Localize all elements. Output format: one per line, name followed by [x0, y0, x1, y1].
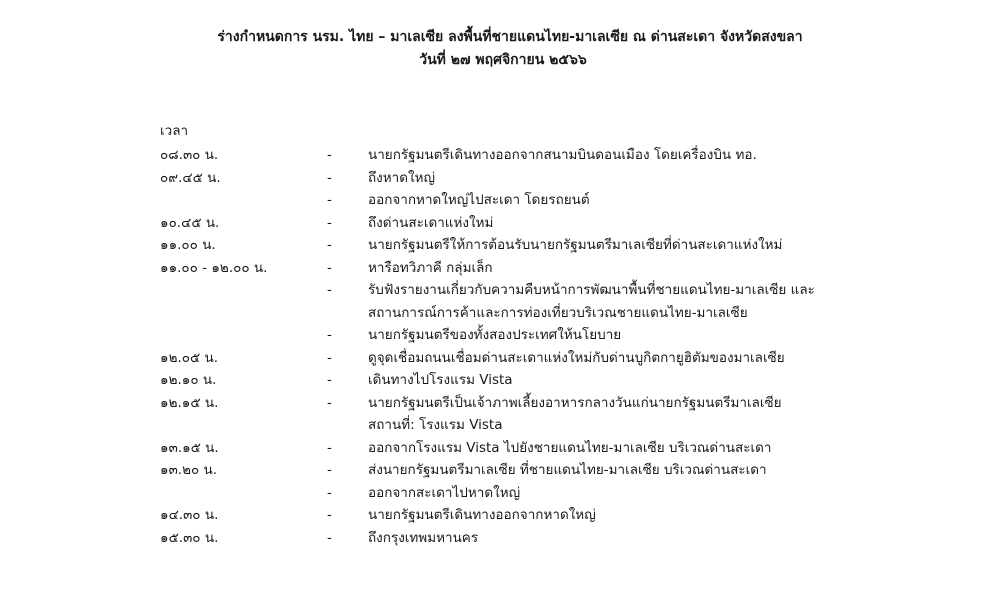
schedule-row	[0, 189, 1000, 212]
schedule-row	[0, 212, 1000, 235]
schedule-row	[0, 257, 1000, 280]
schedule-row	[0, 302, 1000, 325]
schedule-time: ๑๑.๐๐ - ๑๒.๐๐ น.	[160, 259, 268, 276]
schedule-time: ๑๒.๑๐ น.	[160, 372, 217, 388]
schedule-dash: -	[327, 439, 332, 456]
schedule-row	[0, 482, 1000, 505]
schedule-dash: -	[327, 394, 332, 411]
schedule-description: นายกรัฐมนตรีให้การต้อนรับนายกรัฐมนตรีมาเลเซียที่ด่านสะเดาแห่งใหม่	[368, 237, 783, 253]
schedule-dash: -	[327, 282, 332, 298]
schedule-time: ๑๒.๐๕ น.	[160, 349, 219, 366]
document-title	[0, 26, 1000, 72]
schedule-dash: -	[327, 529, 332, 546]
schedule-description: สถานที่: โรงแรม Vista	[368, 417, 503, 433]
schedule-dash: -	[327, 147, 332, 163]
schedule-description: นายกรัฐมนตรีเดินทางออกจากสนามบินดอนเมือง โดยเครื่องบิน ทอ.	[368, 147, 757, 163]
schedule-description: นายกรัฐมนตรีเป็นเจ้าภาพเลี้ยงอาหารกลางวันแก่นายกรัฐมนตรีมาเลเซีย	[368, 394, 782, 411]
schedule-time: ๑๑.๐๐ น.	[160, 237, 216, 253]
schedule-description: ออกจากหาดใหญ่ไปสะเดา โดยรถยนต์	[368, 192, 590, 208]
schedule-description: รับฟังรายงานเกี่ยวกับความคืบหน้าการพัฒนาพื้นที่ชายแดนไทย-มาเลเซีย และ	[368, 282, 815, 298]
title-line-1: ร่างกำหนดการ นรม. ไทย – มาเลเซีย ลงพื้นที่ชายแดนไทย-มาเลเซีย ณ ด่านสะเดา จังหวัดสงขลา	[217, 29, 803, 45]
schedule-time: ๑๒.๑๕ น.	[160, 394, 219, 411]
schedule-time: ๑๓.๑๕ น.	[160, 439, 219, 456]
schedule-description: ถึงกรุงเทพมหานคร	[368, 529, 479, 546]
schedule-description: ออกจากสะเดาไปหาดใหญ่	[368, 484, 521, 501]
schedule-description: ถึงด่านสะเดาแห่งใหม่	[368, 214, 494, 231]
schedule-time: ๑๓.๒๐ น.	[160, 462, 218, 478]
schedule-row	[0, 414, 1000, 437]
schedule-dash: -	[327, 214, 332, 231]
title-line-2-date: วันที่ ๒๗ พฤศจิกายน ๒๕๖๖	[419, 52, 587, 68]
schedule-description: เดินทางไปโรงแรม Vista	[368, 372, 513, 388]
schedule-row	[0, 279, 1000, 302]
schedule-description: ออกจากโรงแรม Vista ไปยังชายแดนไทย-มาเลเซีย บริเวณด่านสะเดา	[368, 439, 772, 456]
schedule-row	[0, 234, 1000, 257]
schedule-dash: -	[327, 484, 332, 501]
schedule-row	[0, 392, 1000, 415]
schedule-dash: -	[327, 327, 332, 343]
schedule-description: หารือทวิภาคี กลุ่มเล็ก	[368, 259, 493, 276]
schedule-time: ๑๔.๓๐ น.	[160, 507, 219, 523]
schedule-dash: -	[327, 259, 332, 276]
schedule-description: นายกรัฐมนตรีเดินทางออกจากหาดใหญ่	[368, 507, 596, 523]
schedule-row	[0, 369, 1000, 392]
schedule-dash: -	[327, 372, 332, 388]
schedule-row	[0, 144, 1000, 167]
schedule-dash: -	[327, 462, 332, 478]
schedule-time: ๑๐.๔๕ น.	[160, 214, 220, 231]
schedule-description: ดูจุดเชื่อมถนนเชื่อมด่านสะเดาแห่งใหม่กับด่านบูกิตกายูฮิตัมของมาเลเซีย	[368, 349, 785, 366]
schedule-time: ๐๘.๓๐ น.	[160, 147, 219, 163]
schedule-row	[0, 437, 1000, 460]
schedule-list	[0, 144, 1000, 549]
schedule-row	[0, 504, 1000, 527]
schedule-time: ๑๕.๓๐ น.	[160, 529, 219, 546]
schedule-description: ถึงหาดใหญ่	[368, 169, 436, 186]
schedule-dash: -	[327, 349, 332, 366]
schedule-dash: -	[327, 237, 332, 253]
schedule-time: ๐๙.๔๕ น.	[160, 169, 221, 186]
schedule-row	[0, 347, 1000, 370]
schedule-dash: -	[327, 169, 332, 186]
schedule-row	[0, 527, 1000, 550]
schedule-row	[0, 167, 1000, 190]
schedule-description: ส่งนายกรัฐมนตรีมาเลเซีย ที่ชายแดนไทย-มาเลเซีย บริเวณด่านสะเดา	[368, 462, 767, 478]
schedule-row	[0, 324, 1000, 347]
schedule-dash: -	[327, 192, 332, 208]
time-column-heading: เวลา	[160, 123, 189, 139]
schedule-description: นายกรัฐมนตรีของทั้งสองประเทศให้นโยบาย	[368, 327, 622, 343]
schedule-row	[0, 459, 1000, 482]
schedule-dash: -	[327, 507, 332, 523]
schedule-description: สถานการณ์การค้าและการท่องเที่ยวบริเวณชายแดนไทย-มาเลเซีย	[368, 304, 748, 321]
